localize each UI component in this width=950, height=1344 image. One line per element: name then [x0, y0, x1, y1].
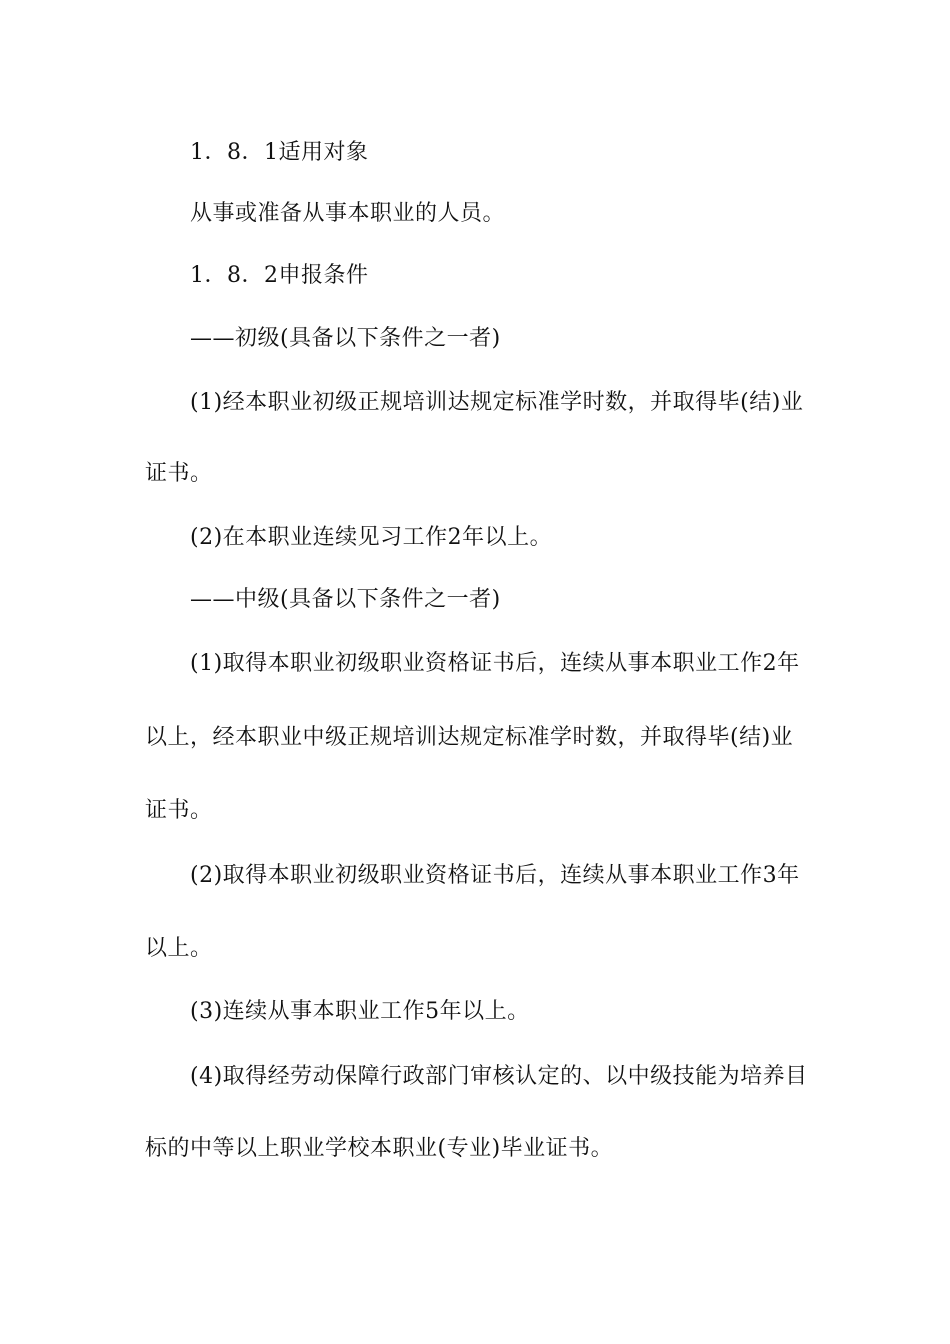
paragraph-line: (1)经本职业初级正规培训达规定标准学时数，并取得毕(结)业 [190, 390, 804, 415]
section-heading-application-conditions: 1．8．2申报条件 [190, 263, 369, 288]
paragraph-line: 标的中等以上职业学校本职业(专业)毕业证书。 [145, 1136, 614, 1161]
section-heading-applicable-objects: 1．8．1适用对象 [190, 140, 369, 165]
level-heading-intermediate: ——中级(具备以下条件之一者) [190, 587, 501, 612]
level-heading-junior: ——初级(具备以下条件之一者) [190, 326, 501, 351]
paragraph-line: (2)在本职业连续见习工作2年以上。 [190, 525, 553, 550]
paragraph-line: (1)取得本职业初级职业资格证书后，连续从事本职业工作2年 [190, 651, 800, 676]
paragraph-line: 从事或准备从事本职业的人员。 [190, 201, 506, 226]
paragraph-line: 证书。 [145, 798, 213, 823]
paragraph-line: (4)取得经劳动保障行政部门审核认定的、以中级技能为培养目 [190, 1064, 808, 1089]
paragraph-line: 证书。 [145, 461, 213, 486]
paragraph-line: (2)取得本职业初级职业资格证书后，连续从事本职业工作3年 [190, 863, 800, 888]
paragraph-line: 以上，经本职业中级正规培训达规定标准学时数，并取得毕(结)业 [145, 725, 794, 750]
paragraph-line: (3)连续从事本职业工作5年以上。 [190, 999, 530, 1024]
paragraph-line: 以上。 [145, 936, 213, 961]
